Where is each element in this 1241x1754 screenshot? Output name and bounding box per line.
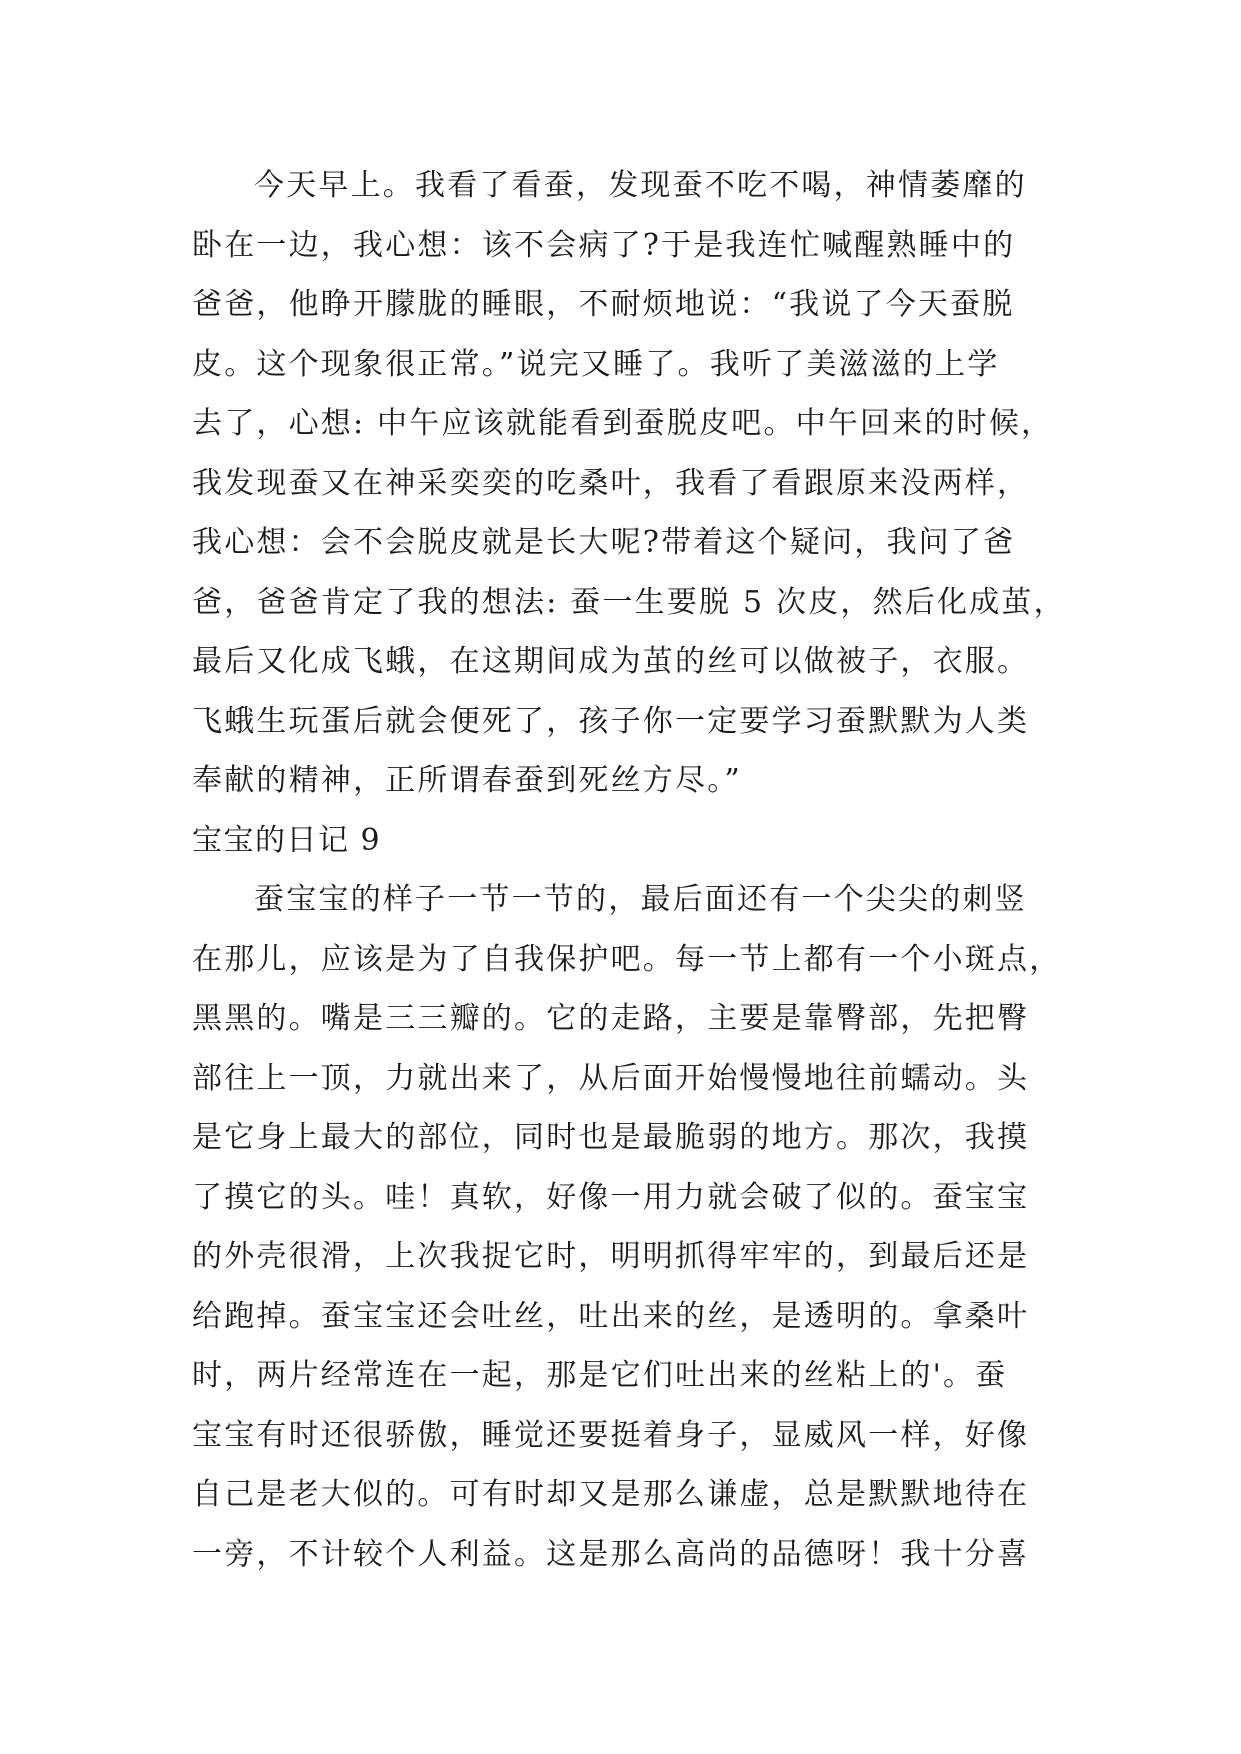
paragraph-silkworm-description bbox=[192, 870, 1072, 1584]
text-line: 宝宝有时还很骄傲，睡觉还要挺着身子，显威风一样，好像 bbox=[192, 1417, 1030, 1453]
text-line: 飞蛾生玩蛋后就会便死了，孩子你一定要学习蚕默默为人类 bbox=[192, 703, 1030, 739]
text-line: 我心想：会不会脱皮就是长大呢?带着这个疑问，我问了爸 bbox=[192, 525, 1016, 560]
text-line: 爸，爸爸肯定了我的想法: 蚕一生要脱 5 次皮，然后化成茧， bbox=[192, 584, 1066, 620]
text-line: 部往上一顶，力就出来了，从后面开始慢慢地往前蠕动。头 bbox=[192, 1060, 1030, 1096]
text-line: 给跑掉。蚕宝宝还会吐丝，吐出来的丝，是透明的。拿桑叶 bbox=[192, 1298, 1030, 1334]
text-line: 在那儿，应该是为了自我保护吧。每一节上都有一个小斑点， bbox=[192, 941, 1062, 977]
text-line: 爸爸，他睁开朦胧的睡眼，不耐烦地说：“我说了今天蚕脱 bbox=[192, 287, 1015, 322]
document-body bbox=[192, 156, 1072, 1584]
text-line: 一旁，不计较个人利益。这是那么高尚的品德呀！我十分喜 bbox=[192, 1536, 1030, 1572]
text-line: 卧在一边，我心想：该不会病了?于是我连忙喊醒熟睡中的 bbox=[192, 227, 1016, 263]
text-line: 去了，心想: 中午应该就能看到蚕脱皮吧。中午回来的时候， bbox=[192, 406, 1054, 441]
section-heading: 宝宝的日记 9 bbox=[192, 822, 382, 858]
text-line: 最后又化成飞蛾，在这期间成为茧的丝可以做被子，衣服。 bbox=[192, 644, 1030, 679]
text-line: 今天早上。我看了看蚕，发现蚕不吃不喝，神情萎靡的 bbox=[254, 168, 1027, 203]
text-line: 时，两片经常连在一起，那是它们吐出来的丝粘上的'。蚕 bbox=[192, 1358, 1008, 1393]
text-line: 蚕宝宝的样子一节一节的，最后面还有一个尖尖的刺竖 bbox=[254, 882, 1027, 917]
text-line: 了摸它的头。哇！真软，好像一用力就会破了似的。蚕宝宝 bbox=[192, 1179, 1030, 1215]
text-line: 皮。这个现象很正常。”说完又睡了。我听了美滋滋的上学 bbox=[192, 346, 1000, 382]
text-line: 奉献的精神，正所谓春蚕到死丝方尽。” bbox=[192, 763, 742, 798]
text-line: 自己是老大似的。可有时却又是那么谦虚，总是默默地待在 bbox=[192, 1477, 1030, 1512]
text-line: 我发现蚕又在神采奕奕的吃桑叶，我看了看跟原来没两样， bbox=[192, 465, 1030, 501]
text-line: 黑黑的。嘴是三三瓣的。它的走路，主要是靠臀部，先把臀 bbox=[192, 1001, 1030, 1036]
paragraph-silkworm-molting bbox=[192, 156, 1072, 811]
text-line: 是它身上最大的部位，同时也是最脆弱的地方。那次，我摸 bbox=[192, 1120, 1030, 1155]
text-line: 的外壳很滑，上次我捉它时，明明抓得牢牢的，到最后还是 bbox=[192, 1239, 1030, 1274]
